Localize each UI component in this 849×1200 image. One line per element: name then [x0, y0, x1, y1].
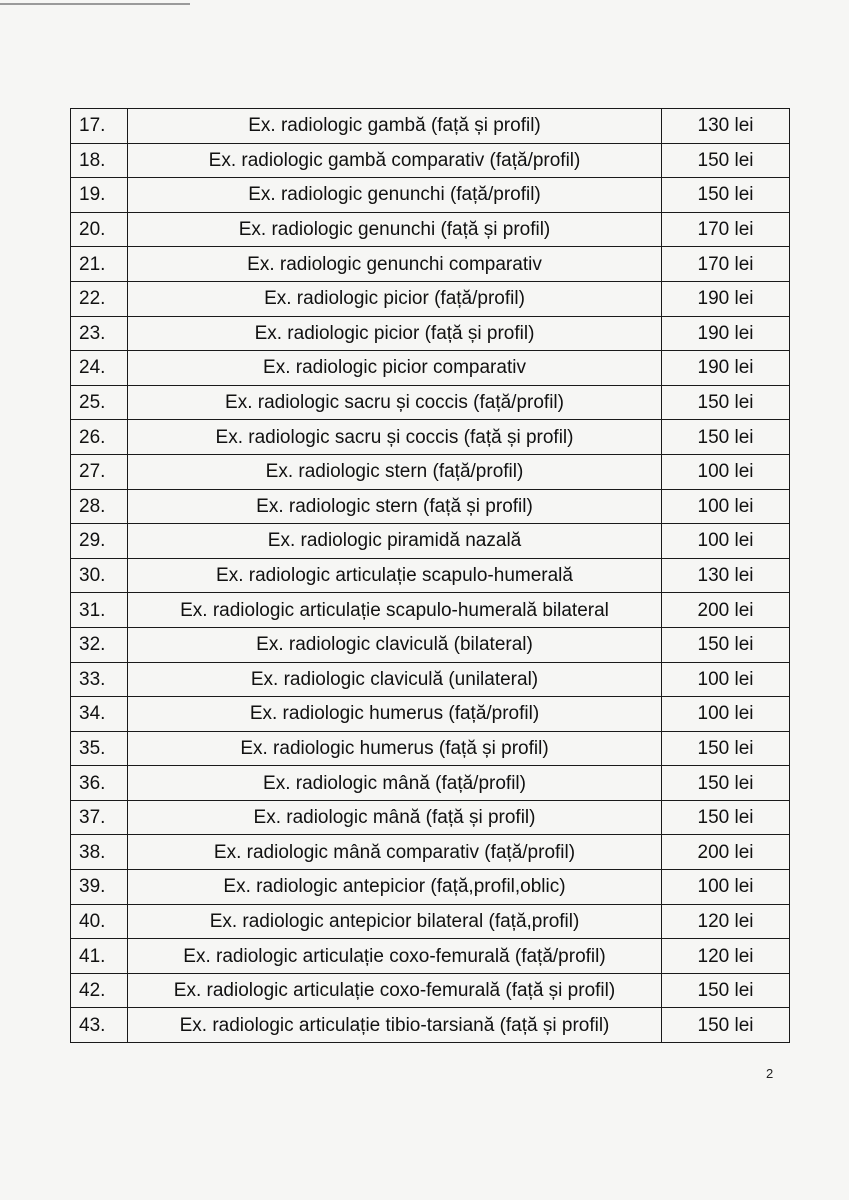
price-cell: 150 lei: [662, 143, 790, 178]
exam-name-cell: Ex. radiologic articulație tibio-tarsiană (față și profil): [128, 1008, 662, 1043]
table-row: [71, 454, 790, 489]
price-table: [70, 108, 790, 1043]
price-cell: 130 lei: [662, 558, 790, 593]
page-number: 2: [766, 1066, 774, 1081]
price-cell: 150 lei: [662, 627, 790, 662]
price-cell: 150 lei: [662, 731, 790, 766]
price-cell: 190 lei: [662, 351, 790, 386]
row-number-cell: 17.: [71, 109, 128, 144]
exam-name-cell: Ex. radiologic gambă (față și profil): [128, 109, 662, 144]
exam-name-cell: Ex. radiologic articulație scapulo-humerală bilateral: [128, 593, 662, 628]
row-number-cell: 41.: [71, 939, 128, 974]
exam-name-cell: Ex. radiologic sacru și coccis (față/profil): [128, 385, 662, 420]
table-row: [71, 558, 790, 593]
price-cell: 190 lei: [662, 316, 790, 351]
price-cell: 100 lei: [662, 454, 790, 489]
exam-name-cell: Ex. radiologic articulație coxo-femurală (față/profil): [128, 939, 662, 974]
exam-name-cell: Ex. radiologic picior (față/profil): [128, 281, 662, 316]
row-number-cell: 25.: [71, 385, 128, 420]
row-number-cell: 30.: [71, 558, 128, 593]
row-number-cell: 37.: [71, 800, 128, 835]
price-cell: 150 lei: [662, 1008, 790, 1043]
row-number-cell: 42.: [71, 973, 128, 1008]
exam-name-cell: Ex. radiologic antepicior bilateral (față,profil): [128, 904, 662, 939]
row-number-cell: 40.: [71, 904, 128, 939]
exam-name-cell: Ex. radiologic articulație coxo-femurală (față și profil): [128, 973, 662, 1008]
table-row: [71, 385, 790, 420]
exam-name-cell: Ex. radiologic articulație scapulo-humerală: [128, 558, 662, 593]
table-row: [71, 627, 790, 662]
price-cell: 150 lei: [662, 420, 790, 455]
row-number-cell: 20.: [71, 212, 128, 247]
exam-name-cell: Ex. radiologic mână (față/profil): [128, 766, 662, 801]
table-row: [71, 247, 790, 282]
price-cell: 190 lei: [662, 281, 790, 316]
exam-name-cell: Ex. radiologic claviculă (unilateral): [128, 662, 662, 697]
table-row: [71, 731, 790, 766]
price-cell: 150 lei: [662, 766, 790, 801]
price-cell: 100 lei: [662, 662, 790, 697]
table-row: [71, 420, 790, 455]
exam-name-cell: Ex. radiologic gambă comparativ (față/profil): [128, 143, 662, 178]
exam-name-cell: Ex. radiologic piramidă nazală: [128, 524, 662, 559]
table-row: [71, 281, 790, 316]
exam-name-cell: Ex. radiologic stern (față/profil): [128, 454, 662, 489]
price-cell: 200 lei: [662, 835, 790, 870]
row-number-cell: 24.: [71, 351, 128, 386]
row-number-cell: 38.: [71, 835, 128, 870]
row-number-cell: 35.: [71, 731, 128, 766]
price-cell: 150 lei: [662, 800, 790, 835]
price-cell: 170 lei: [662, 247, 790, 282]
table-row: [71, 835, 790, 870]
price-cell: 120 lei: [662, 904, 790, 939]
row-number-cell: 33.: [71, 662, 128, 697]
price-cell: 170 lei: [662, 212, 790, 247]
exam-name-cell: Ex. radiologic sacru și coccis (față și profil): [128, 420, 662, 455]
row-number-cell: 39.: [71, 870, 128, 905]
exam-name-cell: Ex. radiologic picior comparativ: [128, 351, 662, 386]
row-number-cell: 21.: [71, 247, 128, 282]
exam-name-cell: Ex. radiologic mână comparativ (față/profil): [128, 835, 662, 870]
row-number-cell: 19.: [71, 178, 128, 213]
row-number-cell: 32.: [71, 627, 128, 662]
table-row: [71, 109, 790, 144]
exam-name-cell: Ex. radiologic genunchi (față și profil): [128, 212, 662, 247]
top-edge-rule: [0, 3, 190, 5]
price-cell: 100 lei: [662, 870, 790, 905]
exam-name-cell: Ex. radiologic humerus (față și profil): [128, 731, 662, 766]
row-number-cell: 28.: [71, 489, 128, 524]
row-number-cell: 22.: [71, 281, 128, 316]
row-number-cell: 29.: [71, 524, 128, 559]
exam-name-cell: Ex. radiologic antepicior (față,profil,oblic): [128, 870, 662, 905]
row-number-cell: 34.: [71, 697, 128, 732]
table-row: [71, 524, 790, 559]
table-row: [71, 973, 790, 1008]
table-row: [71, 939, 790, 974]
row-number-cell: 27.: [71, 454, 128, 489]
table-row: [71, 870, 790, 905]
table-row: [71, 697, 790, 732]
price-cell: 150 lei: [662, 178, 790, 213]
row-number-cell: 18.: [71, 143, 128, 178]
exam-name-cell: Ex. radiologic claviculă (bilateral): [128, 627, 662, 662]
row-number-cell: 43.: [71, 1008, 128, 1043]
exam-name-cell: Ex. radiologic genunchi (față/profil): [128, 178, 662, 213]
exam-name-cell: Ex. radiologic humerus (față/profil): [128, 697, 662, 732]
row-number-cell: 36.: [71, 766, 128, 801]
price-cell: 120 lei: [662, 939, 790, 974]
table-row: [71, 178, 790, 213]
price-cell: 150 lei: [662, 973, 790, 1008]
price-cell: 100 lei: [662, 489, 790, 524]
exam-name-cell: Ex. radiologic stern (față și profil): [128, 489, 662, 524]
row-number-cell: 23.: [71, 316, 128, 351]
table-row: [71, 766, 790, 801]
exam-name-cell: Ex. radiologic picior (față și profil): [128, 316, 662, 351]
table-row: [71, 662, 790, 697]
table-row: [71, 212, 790, 247]
table-row: [71, 1008, 790, 1043]
price-cell: 100 lei: [662, 524, 790, 559]
price-table-body: [71, 109, 790, 1043]
table-row: [71, 489, 790, 524]
table-row: [71, 351, 790, 386]
exam-name-cell: Ex. radiologic mână (față și profil): [128, 800, 662, 835]
row-number-cell: 26.: [71, 420, 128, 455]
table-row: [71, 143, 790, 178]
exam-name-cell: Ex. radiologic genunchi comparativ: [128, 247, 662, 282]
price-cell: 200 lei: [662, 593, 790, 628]
price-cell: 100 lei: [662, 697, 790, 732]
table-row: [71, 593, 790, 628]
price-cell: 130 lei: [662, 109, 790, 144]
table-row: [71, 316, 790, 351]
table-row: [71, 904, 790, 939]
row-number-cell: 31.: [71, 593, 128, 628]
price-cell: 150 lei: [662, 385, 790, 420]
table-row: [71, 800, 790, 835]
